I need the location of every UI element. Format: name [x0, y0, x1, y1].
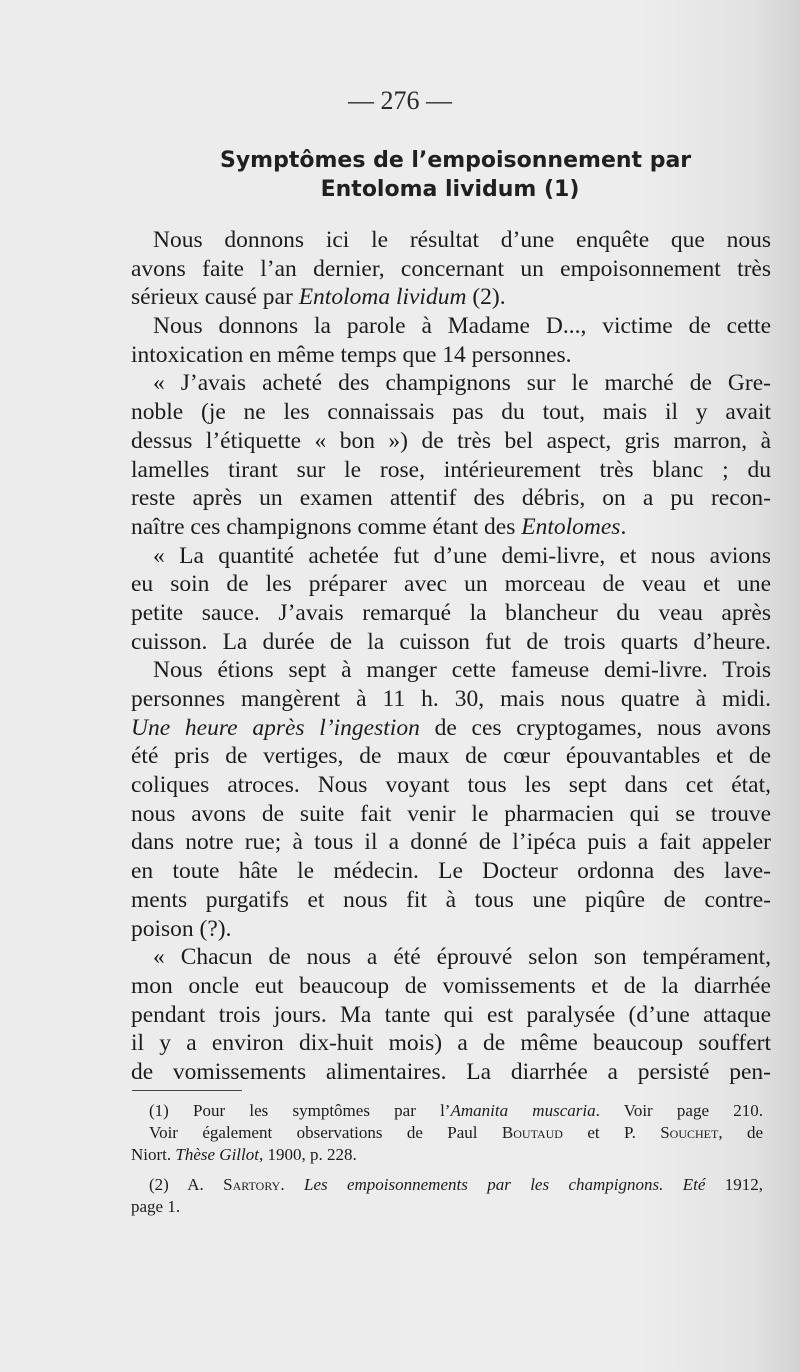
body-line: Nous étions sept à manger cette fameuse demi-livre. Trois: [153, 657, 771, 684]
chapter-title: [220, 146, 692, 204]
body-line: eu soin de les préparer avec un morceau de veau et une: [131, 571, 771, 598]
footnote-text: (2) A.: [149, 1175, 224, 1194]
body-line: été pris de vertiges, de maux de cœur épouvantables et de: [131, 743, 771, 770]
line-segment: (2).: [466, 284, 506, 311]
body-line: reste après un examen attentif des débris, on a pu recon-: [131, 485, 771, 512]
body-line: [131, 513, 771, 542]
line-segment: sérieux causé par: [131, 284, 299, 311]
footnote-text: . Voir page 210.: [595, 1101, 763, 1120]
footnote-author: Sartory: [223, 1175, 281, 1194]
page-number: — 276 —: [348, 86, 452, 115]
body-line: Nous donnons ici le résultat d’une enquête que nous: [153, 227, 771, 253]
body-line: [131, 714, 771, 743]
body-line: de vomissements alimentaires. La diarrhée a persisté pen-: [131, 1058, 771, 1085]
body-line: mon oncle eut beaucoup de vomissements et de la diarrhée: [131, 972, 771, 999]
body-line: « J’avais acheté des champignons sur le marché de Gre-: [153, 370, 771, 397]
footnote-italic: Les empoisonnements par les champignons. Eté: [303, 1175, 706, 1194]
footnote-text: , 1900, p. 228.: [258, 1145, 357, 1164]
body-line: poison (?).: [131, 915, 232, 942]
body-line: pendant trois jours. Ma tante qui est paralysée (d’une attaque: [131, 1001, 771, 1028]
body-line: « La quantité achetée fut d’une demi-livre, et nous avions: [153, 542, 771, 569]
footnote-text: Niort.: [131, 1145, 176, 1164]
footnote-italic: Amanita muscaria: [450, 1101, 596, 1120]
footnote-text: Voir également observations de Paul: [149, 1123, 502, 1142]
body-line: il y a environ dix-huit mois) a de même beaucoup souffert: [131, 1030, 771, 1057]
body-line: dessus l’étiquette « bon ») de très bel aspect, gris marron, à: [131, 427, 771, 454]
title-line-2: Entoloma lividum (1): [320, 177, 580, 202]
footnote-author: Boutaud: [501, 1123, 563, 1142]
footnote-text: 1912,: [705, 1175, 763, 1194]
footnotes: [131, 1100, 763, 1218]
footnote-italic: Thèse Gillot: [175, 1145, 259, 1164]
body-line: personnes mangèrent à 11 h. 30, mais nous quatre à midi.: [131, 686, 771, 712]
body-line: cuisson. La durée de la cuisson fut de trois quarts d’heure.: [131, 628, 771, 655]
italic-term: Entoloma lividum: [298, 284, 467, 311]
body-line: nous avons de suite fait venir le pharmacien qui se trouve: [131, 800, 771, 827]
body-line: « Chacun de nous a été éprouvé selon son tempérament,: [153, 944, 771, 971]
footnote-author: Souchet: [660, 1123, 719, 1142]
title-line-1: Symptômes de l’empoisonnement par: [220, 148, 692, 173]
footnote-text: (1) Pour les symptômes par l’: [149, 1101, 451, 1120]
body-line: avons faite l’an dernier, concernant un empoisonnement très: [131, 255, 771, 282]
body-line: en toute hâte le médecin. Le Docteur ordonna des lave-: [131, 858, 771, 885]
footnote-1-line-1: [131, 1100, 763, 1122]
footnote-1-line-2: [131, 1122, 763, 1144]
footnote-text: .: [280, 1175, 304, 1194]
body-line: petite sauce. J’avais remarqué la blancheur du veau après: [131, 599, 771, 626]
footnote-1-line-3: [131, 1144, 763, 1166]
body-line: noble (je ne les connaissais pas du tout, mais il y avait: [131, 399, 771, 426]
body-text: [131, 226, 771, 1087]
line-segment: naître ces champignons comme étant des: [131, 513, 522, 540]
body-line: Nous donnons la parole à Madame D..., victime de cette: [153, 313, 771, 340]
footnote-2-line-1: [131, 1174, 763, 1196]
line-segment: .: [620, 513, 627, 540]
body-line: lamelles tirant sur le rose, intérieurement très blanc ; du: [131, 456, 771, 483]
footnote-text: , de: [718, 1123, 764, 1142]
footnote-divider: [132, 1090, 242, 1091]
body-line: coliques atroces. Nous voyant tous les sept dans cet état,: [131, 772, 771, 799]
body-line: intoxication en même temps que 14 personnes.: [131, 341, 572, 368]
line-segment: de ces cryptogames, nous avons: [419, 714, 771, 741]
italic-term: Une heure après l’ingestion: [131, 714, 420, 741]
body-line: dans notre rue; à tous il a donné de l’ipéca puis a fait appeler: [131, 829, 771, 856]
body-line: ments purgatifs et nous fit à tous une piqûre de contre-: [131, 886, 771, 913]
footnote-text: et P.: [562, 1123, 661, 1142]
body-line: [131, 283, 771, 312]
italic-term: Entolomes: [521, 513, 621, 540]
footnote-2-line-2: page 1.: [131, 1197, 181, 1216]
